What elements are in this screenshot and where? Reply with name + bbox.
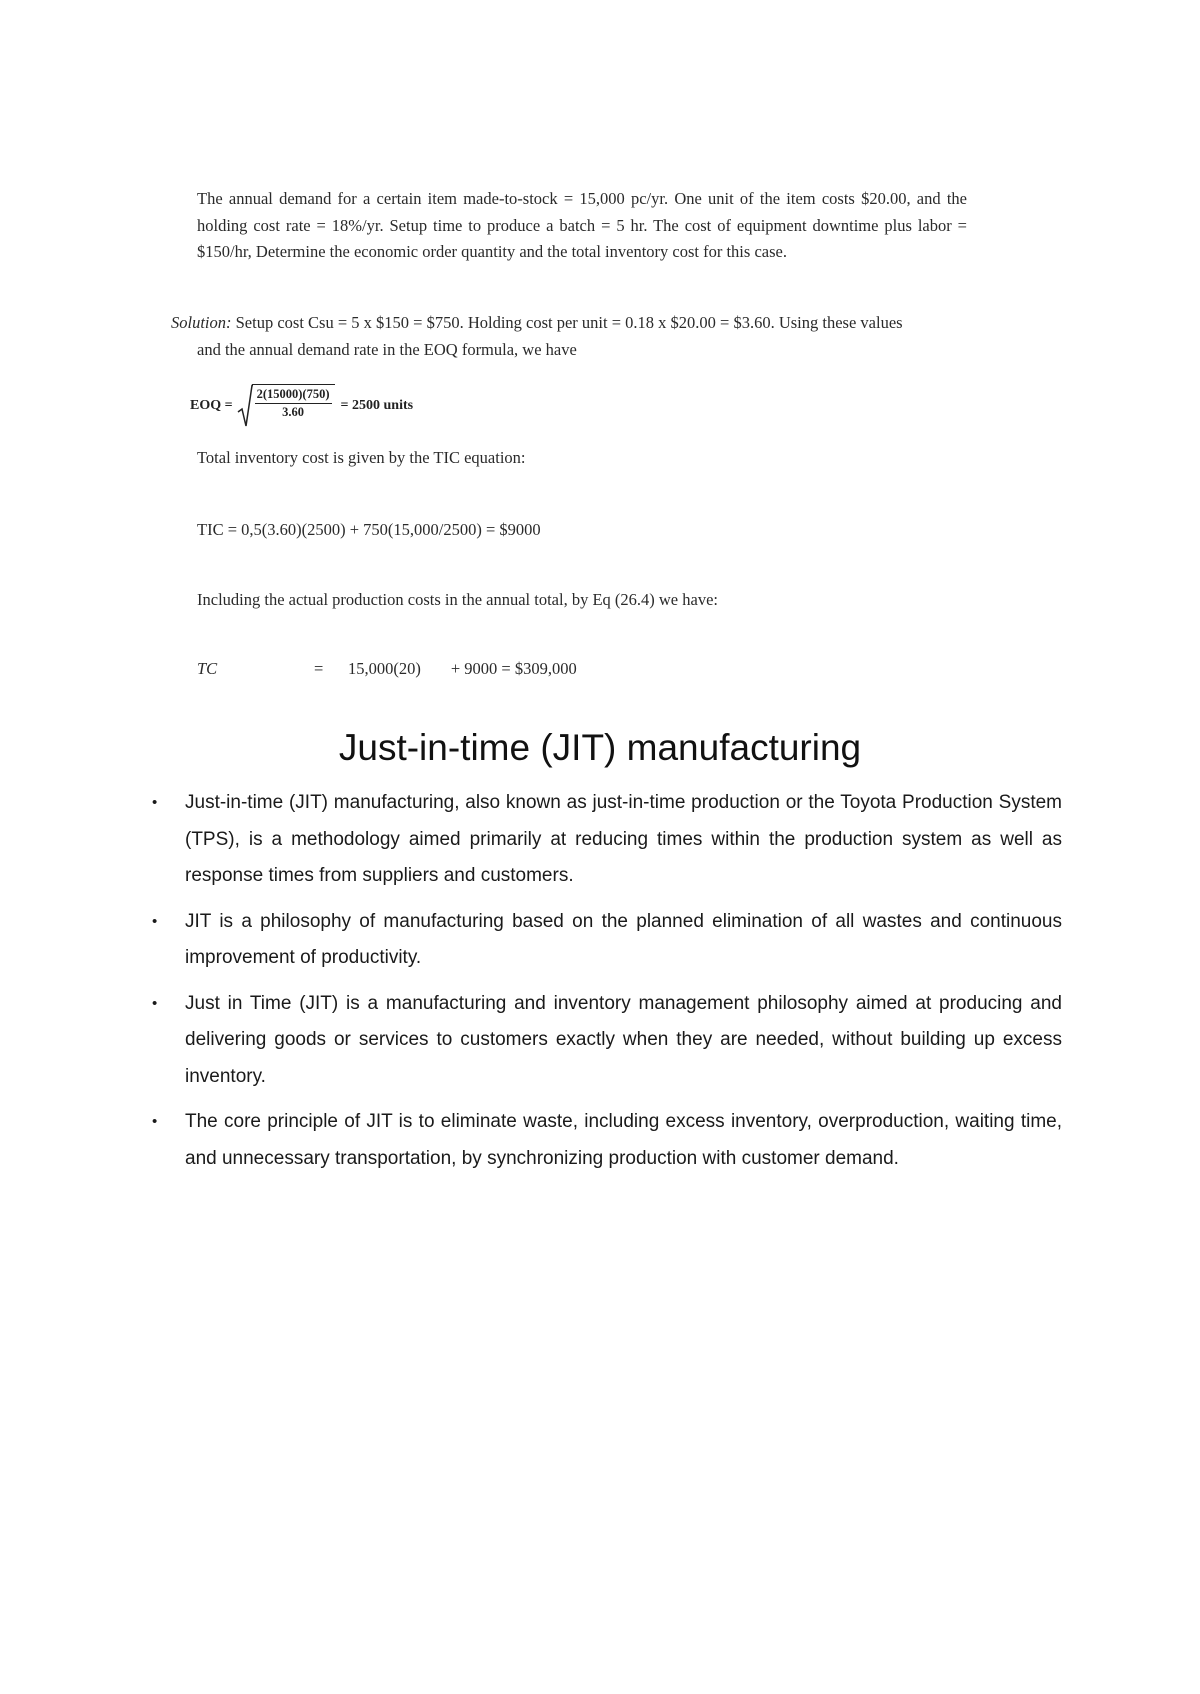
bullet-text: JIT is a philosophy of manufacturing based on the planned elimination of all wastes and continuous improvement of productivity. bbox=[185, 910, 1062, 968]
list-item bbox=[152, 785, 1062, 895]
solution-label: Solution: bbox=[171, 313, 232, 332]
bullet-text: Just in Time (JIT) is a manufacturing and inventory management philosophy aimed at producing and delivering goods or services to customers exactly when they are needed, without building up excess inventory. bbox=[185, 992, 1062, 1087]
list-item bbox=[152, 1104, 1062, 1177]
eoq-denominator: 3.60 bbox=[282, 405, 304, 419]
tic-intro: Total inventory cost is given by the TIC equation: bbox=[197, 448, 526, 467]
problem-statement: The annual demand for a certain item made-to-stock = 15,000 pc/yr. One unit of the item costs $20.00, and the holding cost rate = 18%/yr. Setup time to produce a batch = 5 hr. The cost of equipment downtime plus labor = $150/hr, Determine the economic order quantity and the total inventory cost for this case. bbox=[197, 189, 967, 261]
jit-bullet-list bbox=[152, 785, 1062, 1186]
eoq-numerator: 2(15000)(750) bbox=[255, 386, 332, 404]
section-title: Just-in-time (JIT) manufacturing bbox=[338, 727, 862, 768]
solution-paragraph bbox=[171, 309, 967, 363]
eoq-rhs: = 2500 units bbox=[340, 398, 414, 413]
eoq-formula bbox=[190, 384, 413, 428]
eoq-fraction bbox=[252, 384, 335, 428]
bullet-text: The core principle of JIT is to eliminate waste, including excess inventory, overproduction, waiting time, and unnecessary transportation, by synchronizing production with customer demand. bbox=[185, 1111, 1062, 1169]
square-root-sign bbox=[237, 384, 335, 428]
radical-icon bbox=[237, 384, 253, 428]
tc-intro: Including the actual production costs in the annual total, by Eq (26.4) we have: bbox=[197, 590, 718, 609]
eoq-lhs: EOQ = bbox=[190, 398, 233, 413]
tc-label: TC bbox=[197, 659, 218, 678]
tc-term: 15,000(20) bbox=[348, 659, 421, 678]
list-item bbox=[152, 986, 1062, 1096]
bullet-icon: • bbox=[152, 912, 158, 930]
solution-line-1: Setup cost Csu = 5 x $150 = $750. Holding cost per unit = 0.18 x $20.00 = $3.60. Using these values bbox=[231, 313, 903, 332]
bullet-icon: • bbox=[152, 994, 158, 1012]
solution-first-line bbox=[171, 309, 967, 336]
tc-equals: = bbox=[314, 659, 324, 678]
solution-line-2: and the annual demand rate in the EOQ formula, we have bbox=[197, 340, 577, 359]
tic-equation: TIC = 0,5(3.60)(2500) + 750(15,000/2500) = $9000 bbox=[197, 520, 541, 539]
tc-equation bbox=[197, 659, 577, 679]
tc-rest: + 9000 = $309,000 bbox=[450, 659, 577, 678]
bullet-icon: • bbox=[152, 794, 158, 811]
bullet-icon: • bbox=[152, 1113, 158, 1130]
bullet-text: Just-in-time (JIT) manufacturing, also known as just-in-time production or the Toyota Production System (TPS), is a methodology aimed primarily at reducing times within the production system as well as response times from suppliers and customers. bbox=[185, 792, 1062, 886]
list-item bbox=[152, 904, 1062, 977]
